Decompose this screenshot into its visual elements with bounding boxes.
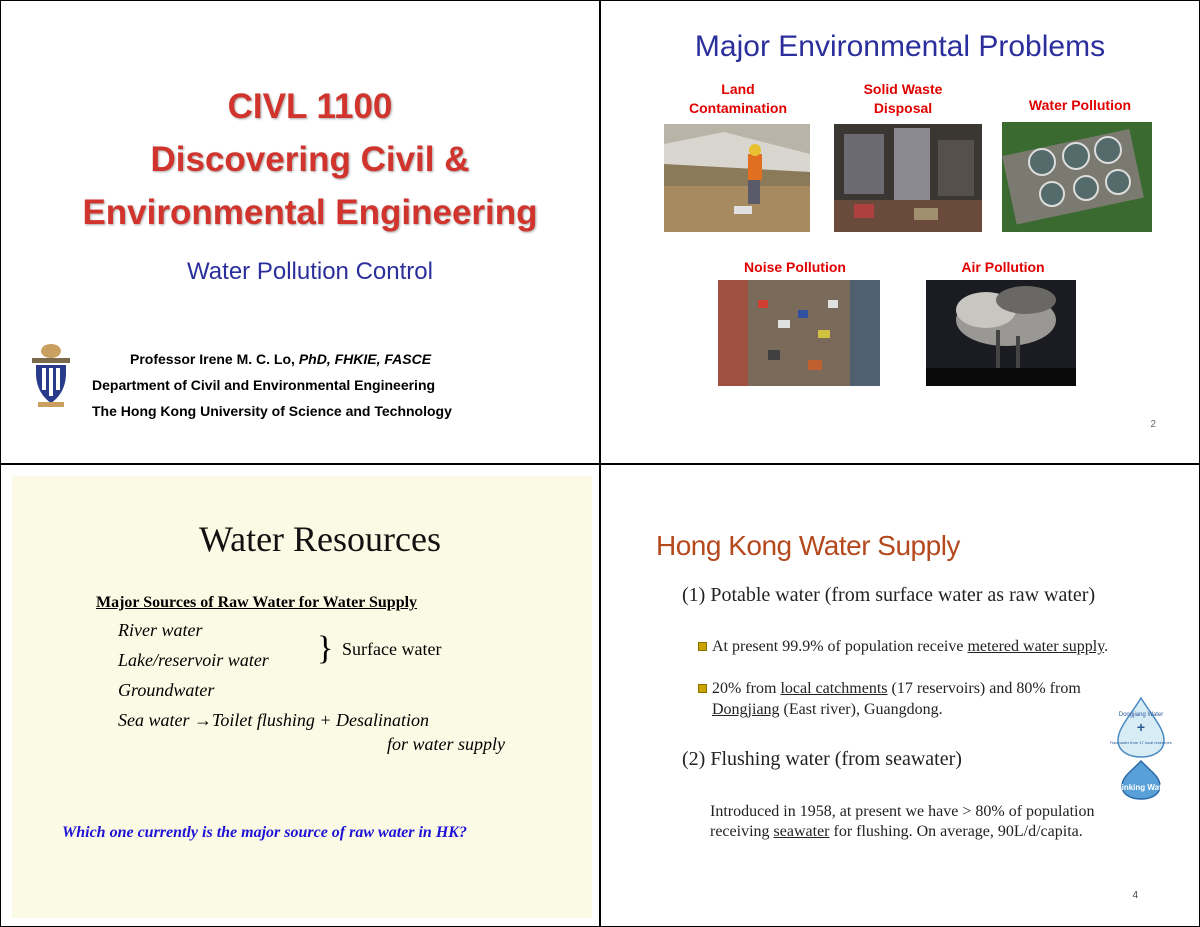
para-text: Introduced in 1958, at present we have > 80% of population receiving bbox=[710, 803, 1095, 840]
drop-2-label: Drinking Water bbox=[1112, 783, 1170, 792]
label-land-line-1: Land bbox=[721, 81, 755, 97]
drop-1-sub: Raw water from 17 local reservoirs bbox=[1110, 740, 1172, 745]
sea-water-label: Sea water bbox=[118, 710, 194, 730]
flushing-water-heading: (2) Flushing water (from seawater) bbox=[682, 748, 962, 770]
para-end: for flushing. On average, 90L/d/capita. bbox=[829, 823, 1083, 840]
author-credentials: PhD, FHKIE, FASCE bbox=[298, 351, 432, 367]
bullet-2-middle: (17 reservoirs) and 80% from bbox=[887, 680, 1081, 697]
label-solid-line-1: Solid Waste bbox=[863, 81, 943, 97]
sources-heading: Major Sources of Raw Water for Water Supply bbox=[96, 594, 418, 611]
course-title-line-1: CIVL 1100 bbox=[227, 87, 393, 126]
source-river: River water bbox=[118, 620, 203, 640]
bullet-2-underlined-2: Dongjiang bbox=[712, 701, 780, 718]
label-noise-pollution: Noise Pollution bbox=[744, 259, 846, 275]
drop-1-label: Dongjiang Water bbox=[1118, 712, 1164, 718]
source-lake: Lake/reservoir water bbox=[118, 650, 269, 670]
university: The Hong Kong University of Science and Technology bbox=[92, 403, 452, 419]
slide-2-title: Major Environmental Problems bbox=[694, 30, 1106, 63]
surface-water-label: Surface water bbox=[342, 639, 442, 659]
page-number: 4 bbox=[1132, 890, 1138, 901]
lecture-subtitle: Water Pollution Control bbox=[187, 258, 433, 285]
course-title-line-3: Environmental Engineering bbox=[82, 193, 538, 232]
author-name: Professor Irene M. C. Lo, bbox=[130, 351, 299, 367]
sea-water-use: →Toilet flushing + Desalination bbox=[194, 710, 430, 730]
label-air-pollution: Air Pollution bbox=[961, 259, 1045, 275]
question-text: Which one currently is the major source of raw water in HK? bbox=[62, 824, 467, 841]
brace-icon: } bbox=[317, 630, 334, 667]
bullet-1-underlined: metered water supply bbox=[967, 638, 1105, 655]
bullet-1-end: . bbox=[1104, 638, 1109, 655]
label-land-line-2: Contamination bbox=[689, 100, 787, 116]
page-number: 2 bbox=[1150, 419, 1156, 430]
sea-water-continuation: for water supply bbox=[387, 734, 506, 754]
bullet-2-text: 20% from bbox=[712, 680, 781, 697]
label-solid-line-2: Disposal bbox=[873, 100, 933, 116]
department: Department of Civil and Environmental Engineering bbox=[92, 377, 436, 393]
svg-text:+: + bbox=[1136, 719, 1146, 735]
slide-4-title: Hong Kong Water Supply bbox=[656, 530, 960, 561]
slide-3-title: Water Resources bbox=[199, 519, 441, 559]
label-water-pollution: Water Pollution bbox=[1028, 97, 1132, 113]
bullet-1-text: At present 99.9% of population receive bbox=[712, 638, 968, 655]
bullet-2-end: (East river), Guangdong. bbox=[779, 701, 943, 718]
source-groundwater: Groundwater bbox=[118, 680, 215, 700]
potable-water-heading: (1) Potable water (from surface water as raw water) bbox=[682, 584, 1096, 606]
bullet-2-underlined-1: local catchments bbox=[780, 680, 888, 697]
course-title-line-2: Discovering Civil & bbox=[150, 140, 470, 179]
para-underlined: seawater bbox=[773, 823, 830, 840]
